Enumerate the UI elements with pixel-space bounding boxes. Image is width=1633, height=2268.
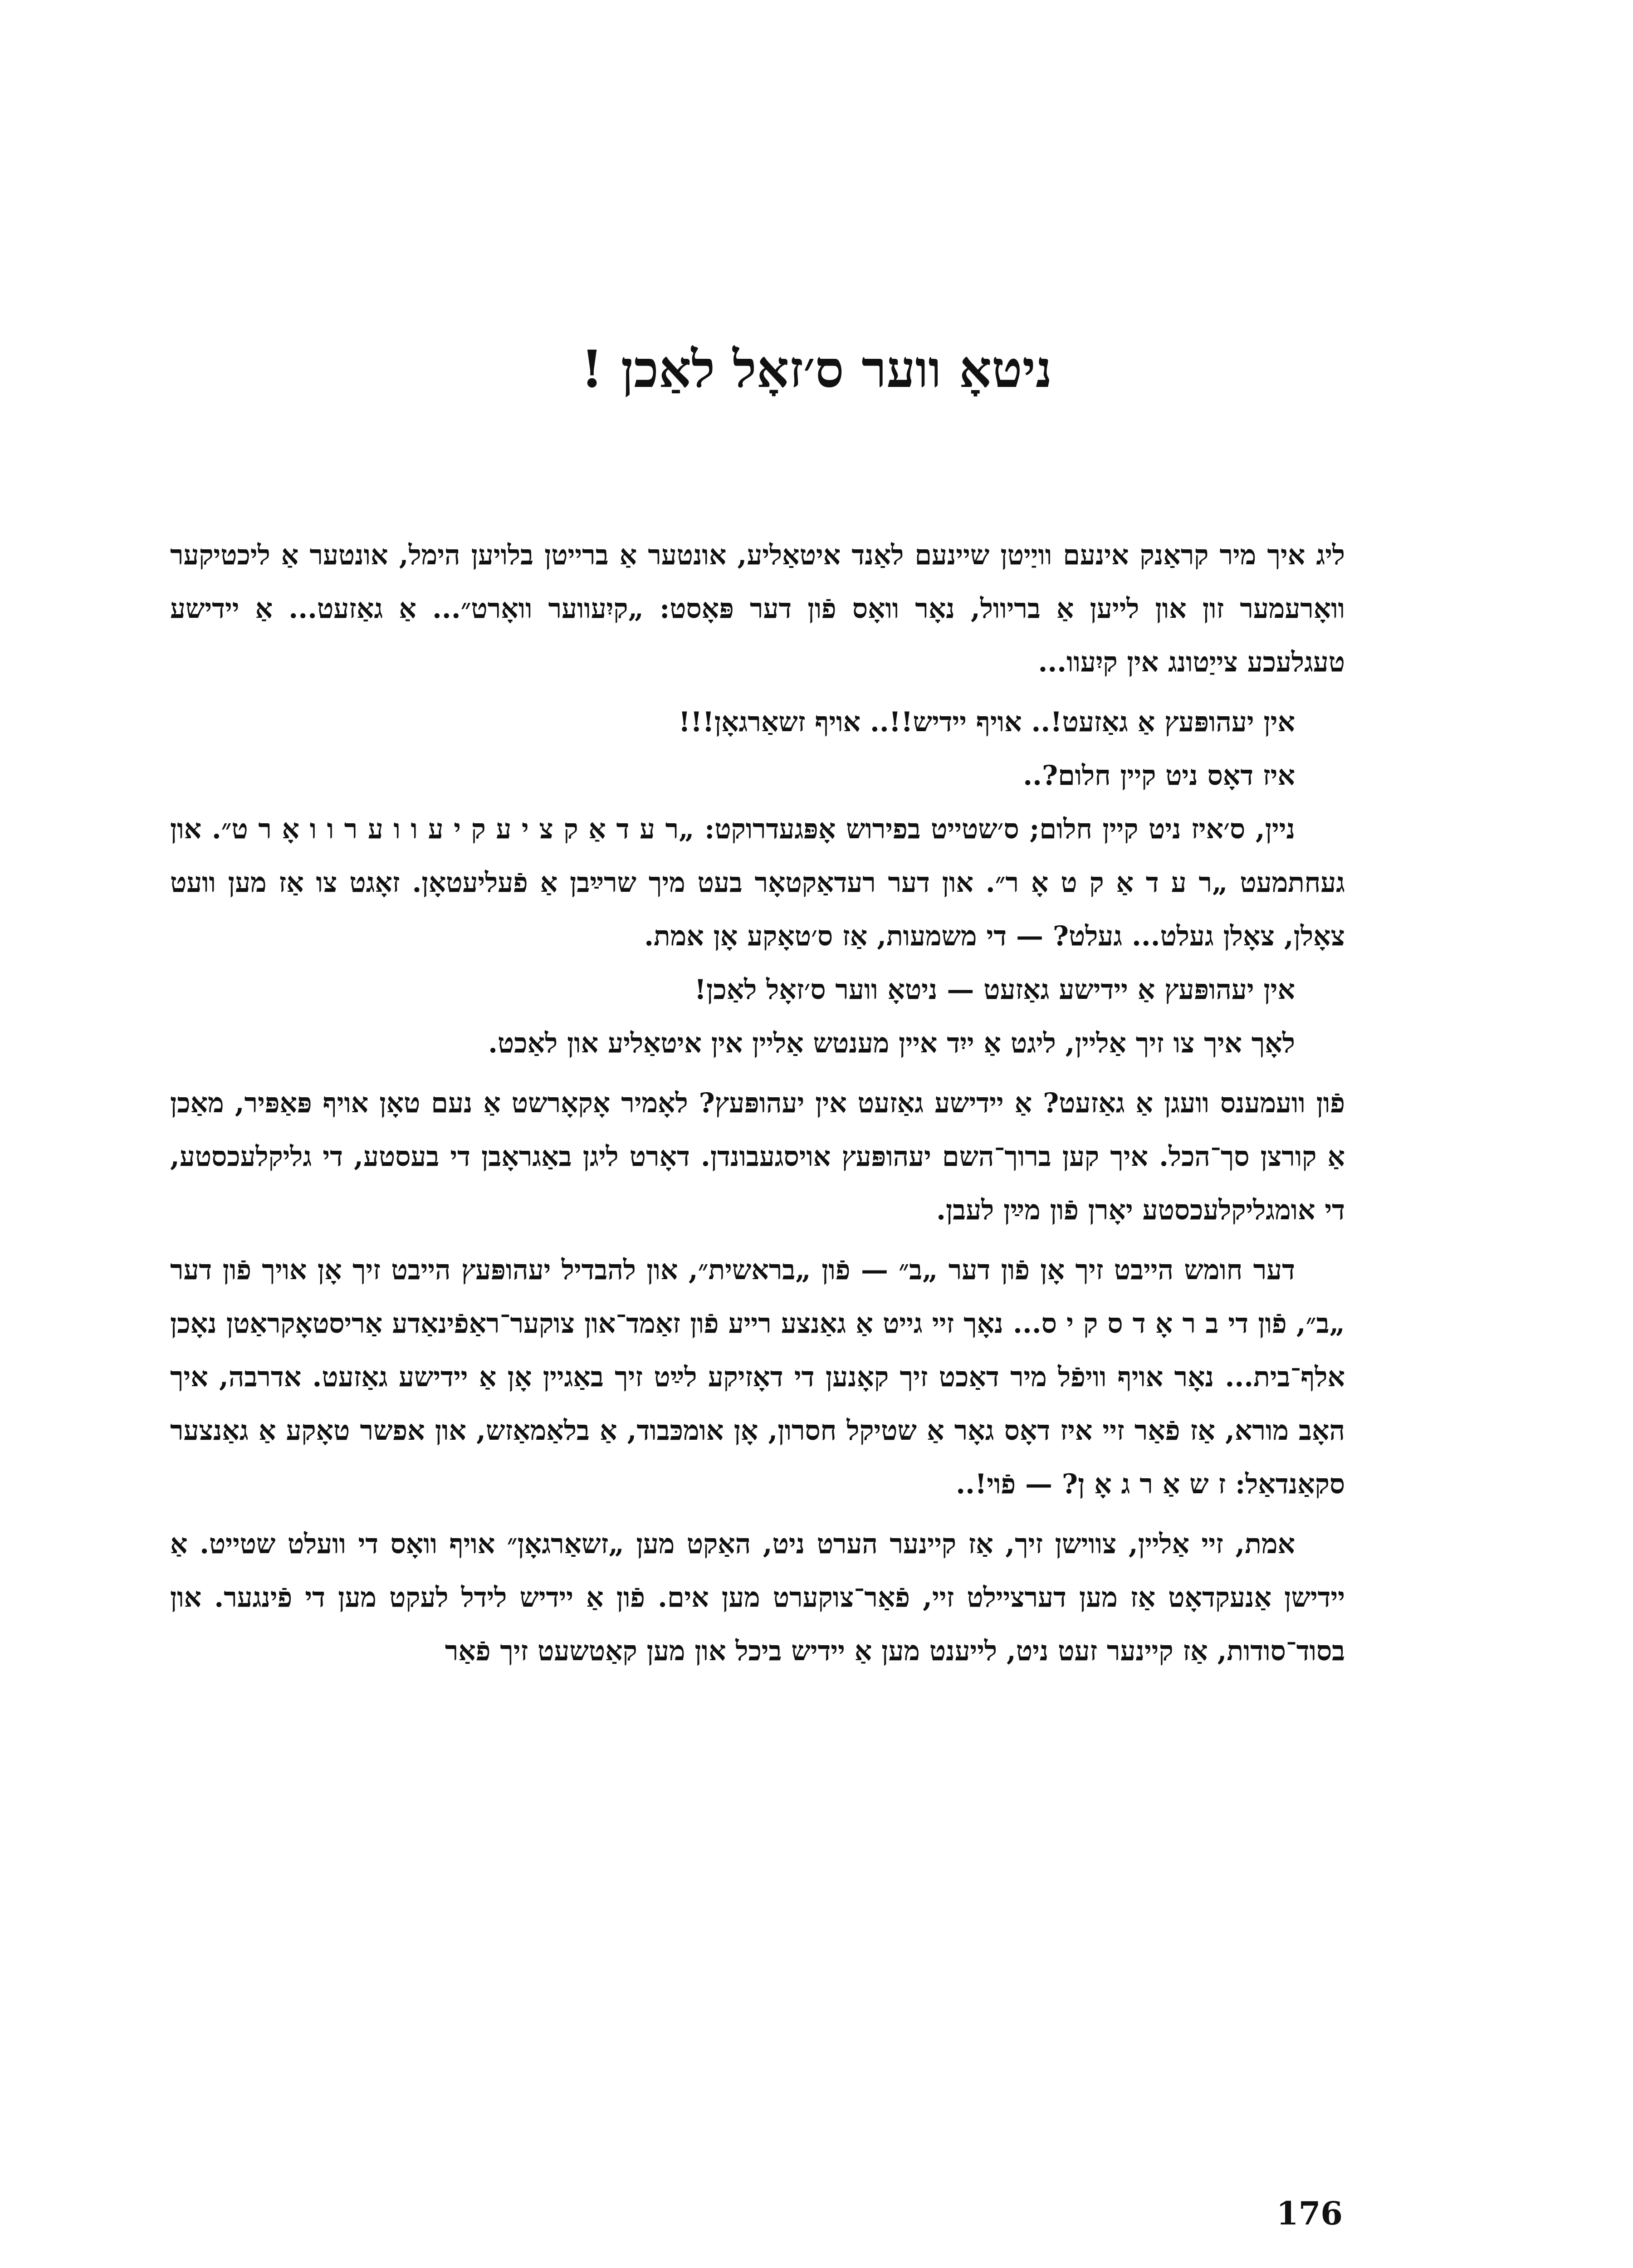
paragraph-5: אין יעהופּעץ אַ יידישע גאַזעט — ניטאָ ווער ס׳זאָל לאַכן! [694,974,1295,1006]
page-number: 176 [1276,2195,1343,2232]
paragraph-6: לאָך איך צו זיך אַליין, ליגט אַ ייִד איין מענטש אַליין אין איטאַליע און לאַכט. [488,1027,1295,1059]
paragraph-3: איז דאָס ניט קיין חלום?.. [1023,760,1295,792]
paragraph-8: דער חומש הייבט זיך אָן פֿון דער „ב״ — פֿון „בראשית״, און להבדיל יעהופּעץ הייבט זיך אָן אויך פֿון דער „ב״, פֿון די ב ר אָ ד ס ק י ס... נאָך זיי גייט אַ גאַנצע רייע פֿון זאַמד־און צוקער־ראַפֿינאַדע אַריסטאָקראַטן נאָכן אלף־בית... נאָר אויף וויפֿל מיר דאַכט זיך קאָנען די דאָזיקע לײַט זיך באַגיין אָן אַ יידישע גאַזעט. אדרבה, איך האָב מורא, אַז פֿאַר זיי איז דאָס גאָר אַ שטיקל חסרון, אָן אומכּבוד, אַ בלאַמאַזש, און אפשר טאָקע אַ גאַנצער סקאַנדאַל: ז ש אַ ר ג אָ ן? — פֿוי!.. [170,1254,1345,1500]
paragraph-1: ליג איך מיר קראַנק אינעם וויַיטן שיינעם לאַנד איטאַליע, אונטער אַ ברייטן בלויען הימל, אונטער אַ ליכטיקער וואָרעמער זון און לייען אַ בריוול, נאָר וואָס פֿון דער פּאָסט: „קיִעווער וואָרט״... אַ גאַזעט... אַ יידישע טעגלעכע צייַטונג אין קיִעוו... [170,539,1345,678]
paragraph-2: אין יעהופּעץ אַ גאַזעט!.. אויף יידיש!!.. אויף זשאַרגאָן!!! [678,706,1295,738]
paragraph-4: ניין, ס׳איז ניט קיין חלום; ס׳שטייט בפירוש אָפּגעדרוקט: „ר ע ד אַ ק צ י ע ק י ע ו ו ע ר ו ו אָ ר ט״. און געחתמעט „ר ע ד אַ ק ט אָ ר״. און דער רעדאַקטאָר בעט מיך שרײַבן אַ פֿעליעטאָן. זאָגט צו אַז מען וועט צאָלן, צאָלן געלט... געלט? — די משמעות, אַז ס׳טאָקע אָן אמת. [170,813,1345,952]
paragraph-9: אמת, זיי אַליין, צווישן זיך, אַז קיינער הערט ניט, האַקט מען „זשאַרגאָן״ אויף וואָס די וועלט שטייט. אַ יידישן אַנעקדאָט אַז מען דערציילט זיי, פֿאַר־צוקערט מען אים. פֿון אַ יידיש לידל לעקט מען די פֿינגער. און בסוד־סודות, אַז קיינער זעט ניט, לייענט מען אַ יידיש ביכל און מען קאַטשעט זיך פֿאַר [170,1528,1345,1667]
paragraph-7: פֿון וועמענס וועגן אַ גאַזעט? אַ יידישע גאַזעט אין יעהופּעץ? לאָמיר אָקאָרשט אַ נעם טאָן אויף פּאַפּיר, מאַכן אַ קורצן סך־הכל. איך קען ברוך־השם יעהופּעץ אויסגעבונדן. דאָרט ליגן באַגראָבן די בעסטע, די גליקלעכסטע, די אומגליקלעכסטע יאָרן פֿון מײַן לעבן. [170,1087,1345,1226]
chapter-title: ניטאָ ווער ס׳זאָל לאַכן ! [581,340,1052,400]
body-text [170,528,1345,1678]
